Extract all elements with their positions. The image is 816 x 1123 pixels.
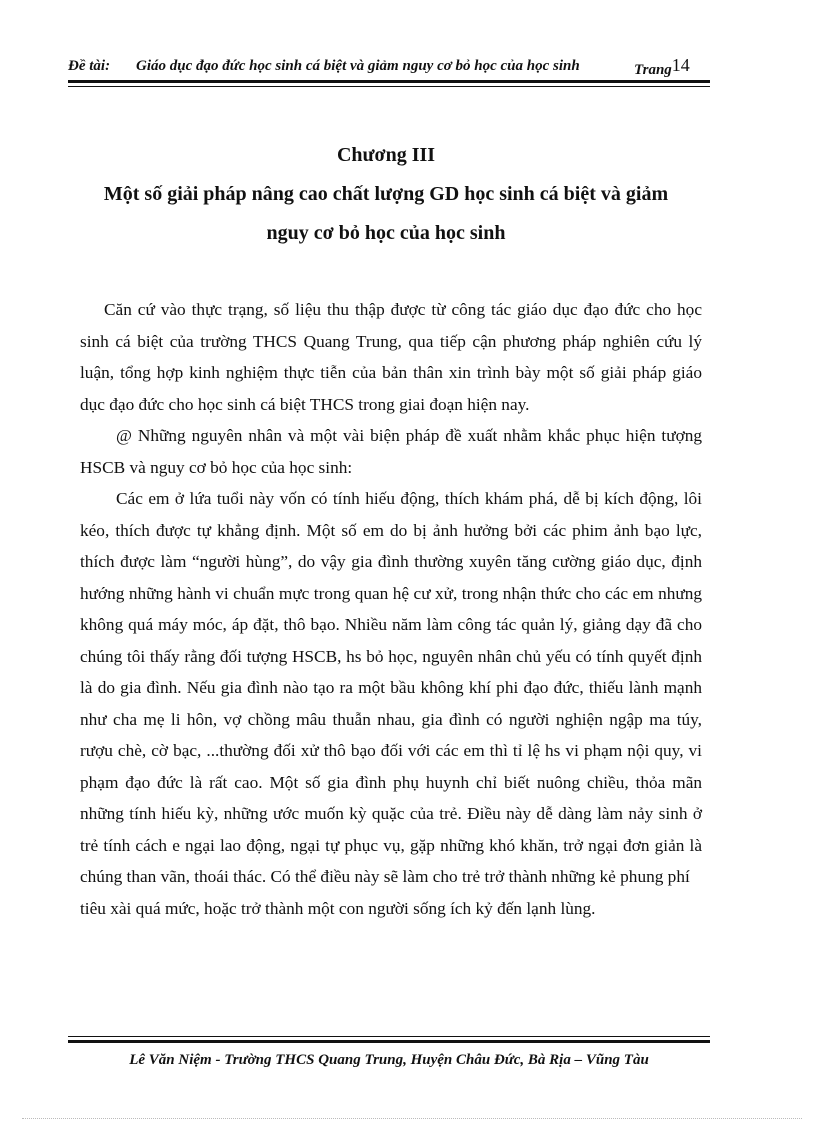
chapter-label: Chương III <box>336 144 436 166</box>
paragraph-last-line: tiêu xài quá mức, hoặc trở thành một con người sống ích kỷ đến lạnh lùng. <box>80 898 596 918</box>
paragraph-causes-detail: Các em ở lứa tuổi này vốn có tính hiếu động, thích khám phá, dễ bị kích động, lôi kéo, thích được tự khẳng định. Một số em do bị ảnh hưởng bởi các phim ảnh bạo lực, thích được làm “người hùng”, do vậy gia đình thường xuyên tăng cường giáo dục, định hướng những hành vi chuẩn mực trong quan hệ cư xử, trong nhận thức cho các em nhưng không quá máy móc, áp đặt, thô bạo. Nhiều năm làm công tác quản lý, giảng dạy đã cho chúng tôi thấy rằng đối tượng HSCB, hs bỏ học, nguyên nhân chủ yếu có tính quyết định là do gia đình. Nếu gia đình nào tạo ra một bầu không khí phi đạo đức, thiếu lành mạnh như cha mẹ li hôn, vợ chồng mâu thuẫn nhau, gia đình có người nghiện ngập ma túy, rượu chè, cờ bạc, ...thường đối xử thô bạo đối với các em thì tỉ lệ hs vi phạm nội quy, vi phạm đạo đức là rất cao. Một số gia đình phụ huynh chỉ biết nuông chiều, thỏa mãn những tính hiếu kỳ, những ước muốn kỳ quặc của trẻ. Điều này dễ dàng làm nảy sinh ở trẻ tính cách e ngại lao động, ngại tự phục vụ, gặp những khó khăn, trở ngại đơn giản là chúng than vãn, thoái thác. Có thể điều này sẽ làm cho trẻ trở thành những kẻ phung phí <box>80 489 702 886</box>
chapter-heading-line1: Một số giải pháp nâng cao chất lượng GD học sinh cá biệt và giảm <box>103 183 669 205</box>
footer-rule-thin <box>68 1036 710 1037</box>
header-rule-thin <box>68 86 710 87</box>
chapter-heading-line2: nguy cơ bỏ học của học sinh <box>266 222 506 244</box>
header-page <box>634 55 690 79</box>
page-header <box>68 50 710 78</box>
paragraph-causes-heading: @ Những nguyên nhân và một vài biện pháp đề xuất nhằm khắc phục hiện tượng HSCB và nguy cơ bỏ học của học sinh: <box>80 426 702 477</box>
header-topic-label: Đề tài: <box>68 58 111 74</box>
header-rule-thick <box>68 80 710 83</box>
body-text <box>80 294 702 924</box>
page-edge-dots <box>22 1118 802 1120</box>
header-page-number: 14 <box>671 55 690 75</box>
paragraph-intro: Căn cứ vào thực trạng, số liệu thu thập được từ công tác giáo dục đạo đức cho học sinh cá biệt của trường THCS Quang Trung, qua tiếp cận phương pháp nghiên cứu lý luận, tổng hợp kinh nghiệm thực tiễn của bản thân xin trình bày một số giải pháp giáo dục đạo đức cho học sinh cá biệt THCS trong giai đoạn hiện nay. <box>80 300 702 414</box>
page-footer: Lê Văn Niệm - Trường THCS Quang Trung, Huyện Châu Đức, Bà Rịa – Vũng Tàu <box>129 1052 649 1068</box>
header-page-label: Trang <box>634 62 672 78</box>
footer-rule-thick <box>68 1040 710 1043</box>
header-title: Giáo dục đạo đức học sinh cá biệt và giảm nguy cơ bỏ học của học sinh <box>136 58 580 74</box>
